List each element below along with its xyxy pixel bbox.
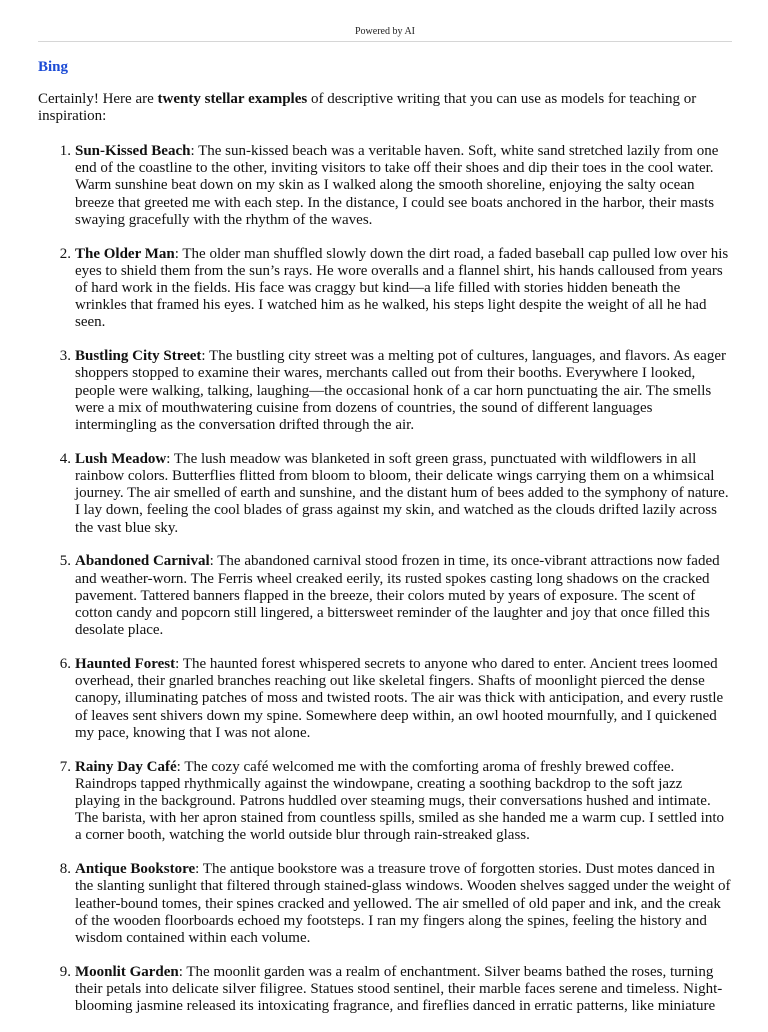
list-item: [38, 246, 731, 332]
item-text: : The antique bookstore was a treasure trove of forgotten stories. Dust motes danced in the slanting sunlight that filtered through stained-glass windows. Wooden shelves sagged under the weight of leather-bound tomes, their spines cracked and yellowed. The air smelled of old paper and ink, and the creak of the wooden floorboards echoed my footsteps. I ran my fingers along the spines, feeling the history and wisdom contained within each volume.: [75, 861, 731, 947]
item-number: 4.: [59, 450, 71, 467]
item-text: : The abandoned carnival stood frozen in time, its once-vibrant attractions now faded and weather-worn. The Ferris wheel creaked eerily, its rusted spokes casting long shadows on the cracked pavement. Tattered banners flapped in the breeze, their colors muted by years of exposure. The scent of cotton candy and popcorn still lingered, a bittersweet reminder of the laughter and joy that once filled this desolate place.: [75, 553, 720, 639]
intro-text-before: Certainly! Here are: [38, 91, 158, 107]
source-label: Bing: [38, 59, 69, 75]
list-item: [38, 348, 731, 434]
item-number: 8.: [59, 861, 71, 878]
intro-text-after: of descriptive writing that you can use as models for teaching or inspiration:: [38, 91, 697, 124]
item-number: 9.: [59, 963, 71, 980]
item-text: : The cozy café welcomed me with the comforting aroma of freshly brewed coffee. Raindrops tapped rhythmically against the windowpane, creating a soothing backdrop to the soft jazz playing in the background. Patrons huddled over steaming mugs, their conversations hushed and intimate. The barista, with her apron stained from countless spills, smiled as she handed me a warm cup. I settled into a corner booth, watching the world outside blur through rain-streaked glass.: [75, 758, 725, 844]
item-title: Sun-Kissed Beach: [75, 143, 191, 159]
item-number: 6.: [59, 656, 71, 673]
item-text: : The older man shuffled slowly down the dirt road, a faded baseball cap pulled low over his eyes to shield them from the sun’s rays. He wore overalls and a flannel shirt, his hands calloused from years of hard work in the fields. His face was craggy but kind—a life filled with stories hidden beneath the wrinkles that framed his eyes. I watched him as he walked, his steps light despite the weight of all he had seen.: [75, 245, 729, 331]
intro-paragraph: [38, 91, 728, 125]
item-number: 5.: [59, 553, 71, 570]
item-text: : The lush meadow was blanketed in soft green grass, punctuated with wildflowers in all rainbow colors. Butterflies flitted from bloom to bloom, their delicate wings carrying them on a whimsical journey. The air smelled of earth and sunshine, and the distant hum of bees added to the symphony of nature. I lay down, feeling the cool blades of grass against my skin, and watched as the clouds drifted lazily across the vast blue sky.: [75, 450, 729, 536]
item-number: 1.: [59, 143, 71, 159]
list-item: [38, 656, 731, 742]
item-text: : The moonlit garden was a realm of enchantment. Silver beams bathed the roses, turning their petals into delicate silver filigree. Statues stood sentinel, their marble faces serene and timeless. Night-blooming jasmine released its intoxicating fragrance, and fireflies danced in erratic patterns, like miniature: [75, 963, 723, 1015]
item-text: : The sun-kissed beach was a veritable haven. Soft, white sand stretched lazily from one end of the coastline to the other, inviting visitors to take off their shoes and dip their toes in the cool water. Warm sunshine beat down on my skin as I walked along the smooth shoreline, enjoying the salty ocean breeze that greeted me with each step. In the distance, I could see boats anchored in the harbor, their masts swaying gracefully with the rhythm of the waves.: [75, 143, 719, 228]
item-title: The Older Man: [75, 245, 175, 262]
item-title: Rainy Day Café: [75, 758, 177, 775]
examples-list: [38, 143, 732, 1032]
item-title: Abandoned Carnival: [75, 553, 210, 570]
item-title: Antique Bookstore: [75, 861, 196, 878]
item-title: Haunted Forest: [75, 656, 176, 673]
list-item: [38, 861, 731, 947]
item-number: 3.: [59, 348, 71, 365]
item-text: : The haunted forest whispered secrets to anyone who dared to enter. Ancient trees loomed overhead, their gnarled branches reaching out like skeletal fingers. Shafts of moonlight pierced the dense canopy, illuminating patches of moss and twisted roots. The air was thick with anticipation, and every rustle of leaves sent shivers down my spine. Somewhere deep within, an owl hooted mournfully, and I quickened my pace, knowing that I was not alone.: [75, 656, 724, 741]
list-item: [38, 964, 731, 1016]
item-text: : The bustling city street was a melting pot of cultures, languages, and flavors. As eager shoppers stopped to examine their wares, merchants called out from their booths. Everywhere I looked, people were walking, talking, laughing—the occasional honk of a car horn punctuating the air. The smells were a mix of mouthwatering cuisine from dozens of countries, the sound of different languages intermingling as the conversation drifted through the air.: [75, 348, 726, 434]
list-item: [38, 553, 731, 639]
item-number: 7.: [59, 758, 71, 775]
item-title: Moonlit Garden: [75, 963, 179, 980]
powered-by-label: Powered by AI: [355, 26, 415, 37]
header-divider: [38, 41, 732, 42]
list-item: [38, 451, 731, 537]
item-title: Bustling City Street: [75, 348, 202, 365]
item-number: 2.: [59, 245, 71, 262]
list-item: [38, 143, 731, 229]
intro-text-bold: twenty stellar examples: [157, 91, 308, 107]
list-item: [38, 759, 731, 845]
item-title: Lush Meadow: [75, 450, 167, 467]
